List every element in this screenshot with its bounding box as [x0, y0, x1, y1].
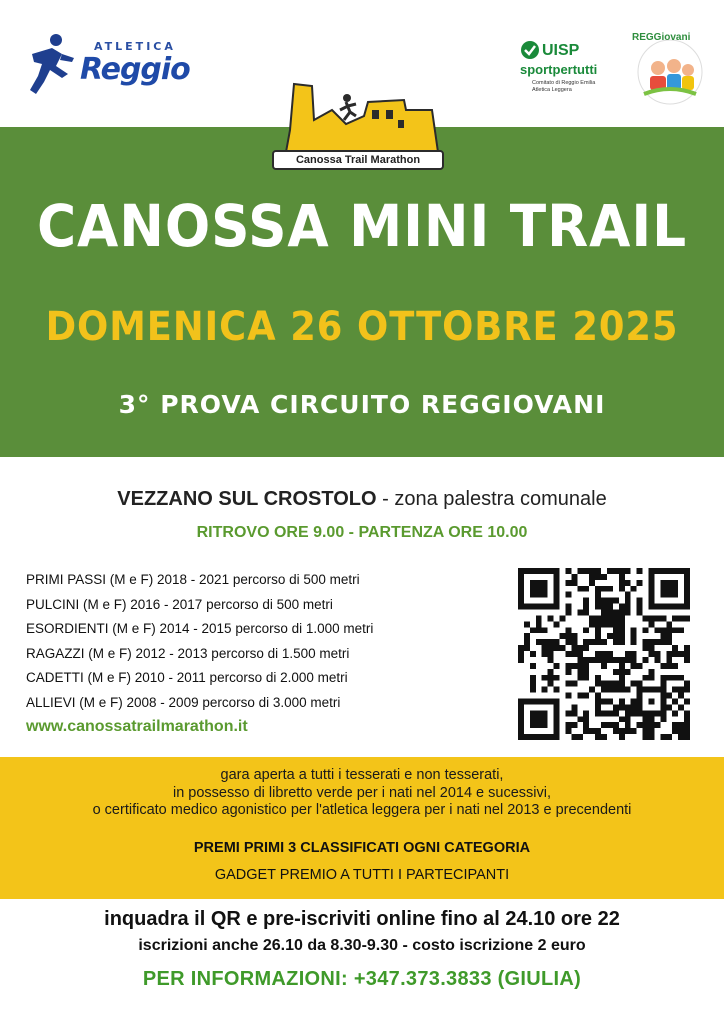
reggiovani-logo	[630, 28, 710, 108]
reggiovani-label: REGGiovani	[632, 32, 691, 43]
category-item: CADETTI (M e F) 2010 - 2011 percorso di 2.000 metri	[26, 670, 348, 685]
location-place: VEZZANO SUL CROSTOLO	[117, 488, 377, 510]
canossa-trail-logo	[272, 80, 444, 172]
notice-line: gara aperta a tutti i tesserati e non tesserati,	[220, 767, 504, 783]
runner-icon	[22, 32, 82, 98]
category-item: RAGAZZI (M e F) 2012 - 2013 percorso di 1.500 metri	[26, 645, 350, 661]
castle-icon	[272, 80, 444, 154]
location	[0, 488, 724, 511]
category-list	[26, 568, 496, 715]
location-detail: - zona palestra comunale	[376, 488, 607, 510]
notice-line: in possesso di libretto verde per i nati nel 2014 e sucessivi,	[172, 784, 551, 801]
registration-instructions: inquadra il QR e pre-iscriviti online fino al 24.10 ore 22	[104, 908, 620, 930]
event-title: CANOSSA MINI TRAIL	[36, 192, 688, 260]
event-date: DOMENICA 26 OTTOBRE 2025	[45, 304, 679, 350]
category-item: ALLIEVI (M e F) 2008 - 2009 percorso di 3.000 metri	[26, 694, 341, 710]
circuit-label: 3° PROVA CIRCUITO REGGIOVANI	[118, 390, 606, 419]
eligibility-notice	[0, 767, 724, 820]
category-item: PULCINI (M e F) 2016 - 2017 percorso di 500 metri	[26, 596, 333, 612]
gadget-label: GADGET PREMIO A TUTTI I PARTECIPANTI	[214, 867, 510, 883]
meeting-time: RITROVO ORE 9.00 - PARTENZA ORE 10.00	[196, 524, 528, 541]
notice-line: o certificato medico agonistico per l'atletica leggera per i nati nel 2013 e precendenti	[92, 802, 632, 818]
category-item: PRIMI PASSI (M e F) 2018 - 2021 percorso di 500 metri	[26, 572, 360, 587]
canossa-caption: Canossa Trail Marathon	[272, 150, 444, 170]
uisp-name: UISP	[542, 42, 580, 59]
registration-details: iscrizioni anche 26.10 da 8.30-9.30 - costo iscrizione 2 euro	[138, 937, 586, 954]
uisp-logo	[520, 40, 616, 100]
website-link[interactable]: www.canossatrailmarathon.it	[26, 718, 248, 735]
qr-code[interactable]	[518, 568, 690, 740]
atletica-label: ATLETICA	[94, 40, 176, 53]
prizes-label: PREMI PRIMI 3 CLASSIFICATI OGNI CATEGORIA	[193, 840, 531, 856]
uisp-sub: Comitato di Reggio Emilia Atletica Leggera	[532, 80, 596, 93]
category-item: ESORDIENTI (M e F) 2014 - 2015 percorso di 1.000 metri	[26, 621, 374, 636]
uisp-emblem-icon	[520, 40, 540, 60]
reggio-label: Reggio	[80, 52, 190, 87]
atletica-reggio-logo	[22, 30, 192, 100]
uisp-tagline: sportpertutti	[520, 62, 598, 77]
contact-info: PER INFORMAZIONI: +347.373.3833 (GIULIA)	[142, 968, 582, 990]
qr-code-icon	[518, 568, 690, 740]
